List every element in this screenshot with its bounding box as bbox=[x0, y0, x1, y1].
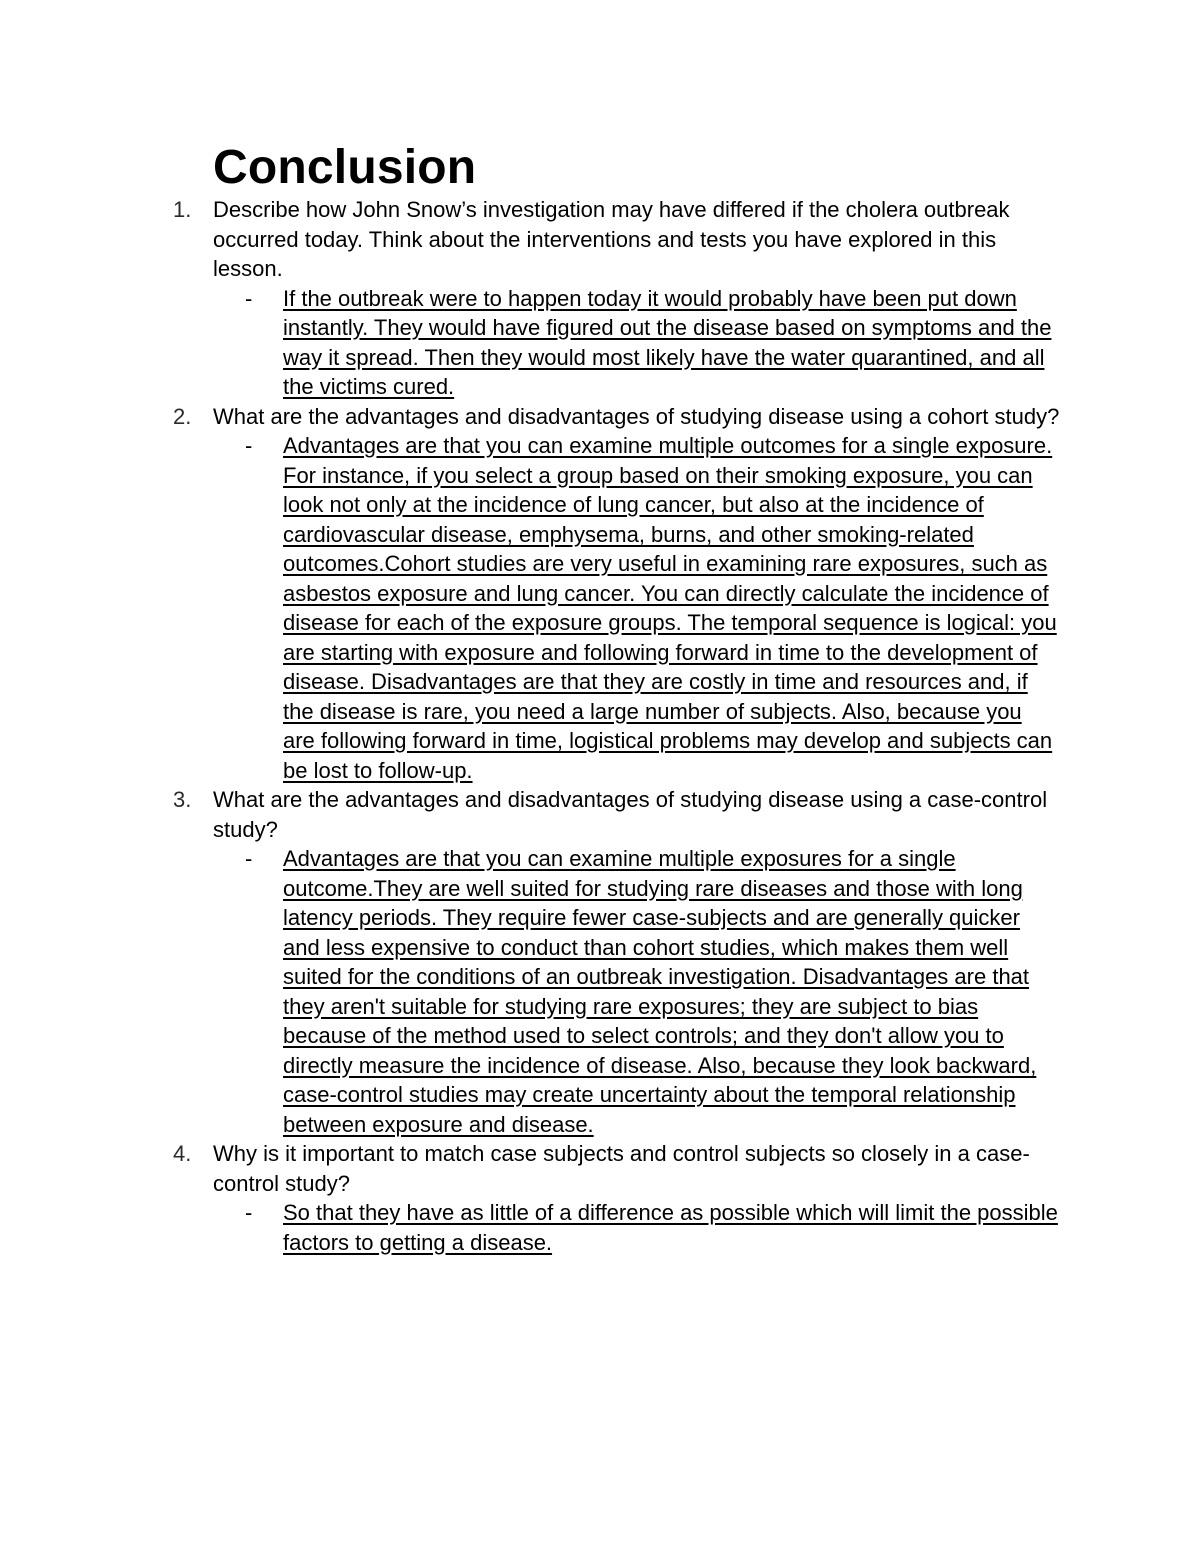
question-text: What are the advantages and disadvantages of studying disease using a case-control study? bbox=[213, 787, 1048, 842]
dash-marker: - bbox=[245, 1200, 253, 1225]
answer-text: Advantages are that you can examine multiple exposures for a single outcome.They are well suited for studying rare diseases and those with long latency periods. They require fewer case-subjects and are generally quicker and less expensive to conduct than cohort studies, which makes them well suited for the conditions of an outbreak investigation. Disadvantages are that they aren't suitable for studying rare exposures; they are subject to bias because of the method used to select controls; and they don't allow you to directly measure the incidence of disease. Also, because they look backward, case-control studies may create uncertainty about the temporal relationship between exposure and disease. bbox=[283, 846, 1037, 1137]
question-item bbox=[173, 195, 1073, 402]
question-number: 3. bbox=[173, 787, 192, 812]
question-list bbox=[173, 195, 1073, 1257]
page-title: Conclusion bbox=[213, 141, 477, 194]
dash-marker: - bbox=[245, 433, 253, 458]
dash-marker: - bbox=[245, 846, 253, 871]
answer-block bbox=[213, 431, 1073, 785]
question-item bbox=[173, 1139, 1073, 1257]
answer-block bbox=[213, 844, 1073, 1139]
answer-text: If the outbreak were to happen today it would probably have been put down instantly. They would have figured out the disease based on symptoms and the way it spread. Then they would most likely have the water quarantined, and all the victims cured. bbox=[283, 285, 1052, 399]
question-text: What are the advantages and disadvantages of studying disease using a cohort study? bbox=[213, 403, 1060, 429]
answer-block bbox=[213, 284, 1073, 402]
answer-block bbox=[213, 1198, 1073, 1257]
question-text: Describe how John Snow’s investigation may have differed if the cholera outbreak occurred today. Think about the interventions and tests you have explored in this lesson. bbox=[213, 197, 1010, 281]
question-number: 4. bbox=[173, 1141, 192, 1166]
dash-marker: - bbox=[245, 285, 253, 311]
question-text: Why is it important to match case subjects and control subjects so closely in a case-control study? bbox=[213, 1141, 1030, 1196]
question-item bbox=[173, 402, 1073, 786]
question-number: 2. bbox=[173, 403, 192, 429]
question-number: 1. bbox=[173, 197, 192, 222]
question-item bbox=[173, 785, 1073, 1139]
answer-text: So that they have as little of a difference as possible which will limit the possible factors to getting a disease. bbox=[283, 1200, 1058, 1255]
answer-text: Advantages are that you can examine multiple outcomes for a single exposure. For instance, if you select a group based on their smoking exposure, you can look not only at the incidence of lung cancer, but also at the incidence of cardiovascular disease, emphysema, burns, and other smoking-related outcomes.Cohort studies are very useful in examining rare exposures, such as asbestos exposure and lung cancer. You can directly calculate the incidence of disease for each of the exposure groups. The temporal sequence is logical: you are starting with exposure and following forward in time to the development of disease. Disadvantages are that they are costly in time and resources and, if the disease is rare, you need a large number of subjects. Also, because you are following forward in time, logistical problems may develop and subjects can be lost to follow-up. bbox=[283, 433, 1057, 783]
